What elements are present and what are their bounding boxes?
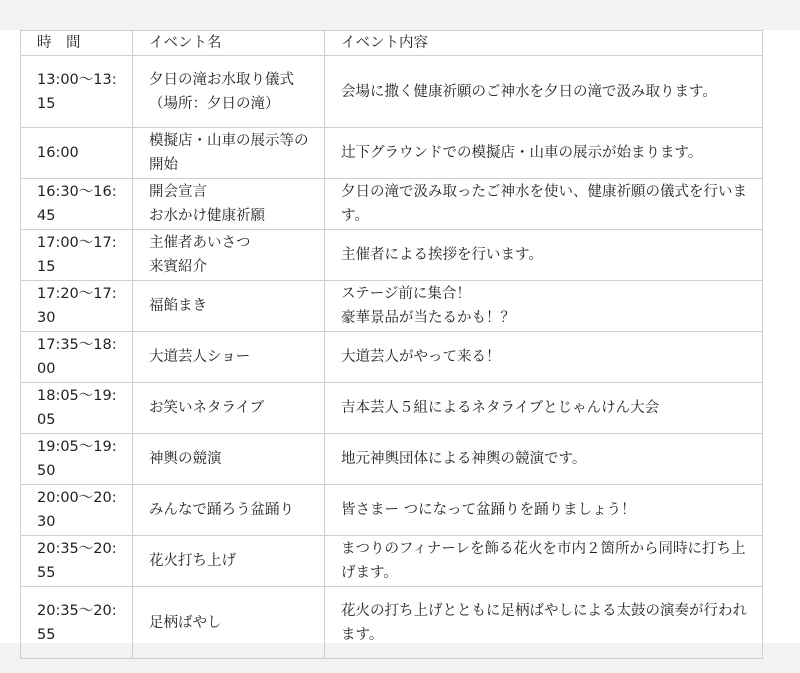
table-row — [21, 587, 763, 659]
event-name-cell: 神輿の競演 — [133, 434, 325, 485]
table-row — [21, 536, 763, 587]
event-name-cell: 模擬店・山車の展示等の開始 — [133, 128, 325, 179]
event-name-cell: 大道芸人ショー — [133, 332, 325, 383]
time-cell: 20:35～20:55 — [21, 587, 133, 659]
event-content-cell: 地元神輿団体による神輿の競演です。 — [325, 434, 763, 485]
column-header-time: 時 間 — [21, 31, 133, 56]
time-cell: 19:05～19:50 — [21, 434, 133, 485]
event-content-cell: 主催者による挨拶を行います。 — [325, 230, 763, 281]
time-cell: 20:35～20:55 — [21, 536, 133, 587]
time-cell: 18:05～19:05 — [21, 383, 133, 434]
table-row — [21, 434, 763, 485]
event-name-cell: 夕日の滝お水取り儀式 （場所：夕日の滝） — [133, 56, 325, 128]
column-header-event-name: イベント名 — [133, 31, 325, 56]
table-row — [21, 485, 763, 536]
event-name-cell: 福餡まき — [133, 281, 325, 332]
event-content-cell: 吉本芸人５組によるネタライブとじゃんけん大会 — [325, 383, 763, 434]
event-content-cell: 辻下グラウンドでの模擬店・山車の展示が始まります。 — [325, 128, 763, 179]
table-header-row — [21, 31, 763, 56]
column-header-event-content: イベント内容 — [325, 31, 763, 56]
time-cell: 17:20～17:30 — [21, 281, 133, 332]
event-name-cell: 主催者あいさつ 来賓紹介 — [133, 230, 325, 281]
event-name-cell: 開会宣言 お水かけ健康祈願 — [133, 179, 325, 230]
table-row — [21, 128, 763, 179]
event-content-cell: まつりのフィナーレを飾る花火を市内２箇所から同時に打ち上げます。 — [325, 536, 763, 587]
time-cell: 17:35～18:00 — [21, 332, 133, 383]
event-name-cell: 足柄ばやし — [133, 587, 325, 659]
event-name-cell: 花火打ち上げ — [133, 536, 325, 587]
table-row — [21, 179, 763, 230]
time-cell: 13:00～13:15 — [21, 56, 133, 128]
table-row — [21, 281, 763, 332]
event-content-cell: 花火の打ち上げとともに足柄ばやしによる太鼓の演奏が行われます。 — [325, 587, 763, 659]
time-cell: 16:00 — [21, 128, 133, 179]
time-cell: 16:30～16:45 — [21, 179, 133, 230]
event-content-cell: ステージ前に集合！ 豪華景品が当たるかも！？ — [325, 281, 763, 332]
time-cell: 17:00～17:15 — [21, 230, 133, 281]
event-content-cell: 会場に撒く健康祈願のご神水を夕日の滝で汲み取ります。 — [325, 56, 763, 128]
table-row — [21, 56, 763, 128]
event-content-cell: 皆さまー つになって盆踊りを踊りましょう！ — [325, 485, 763, 536]
event-content-cell: 夕日の滝で汲み取ったご神水を使い、健康祈願の儀式を行います。 — [325, 179, 763, 230]
table-row — [21, 383, 763, 434]
event-name-cell: お笑いネタライブ — [133, 383, 325, 434]
event-content-cell: 大道芸人がやって来る！ — [325, 332, 763, 383]
event-schedule-table — [20, 30, 763, 659]
table-row — [21, 332, 763, 383]
time-cell: 20:00～20:30 — [21, 485, 133, 536]
event-name-cell: みんなで踊ろう盆踊り — [133, 485, 325, 536]
table-row — [21, 230, 763, 281]
